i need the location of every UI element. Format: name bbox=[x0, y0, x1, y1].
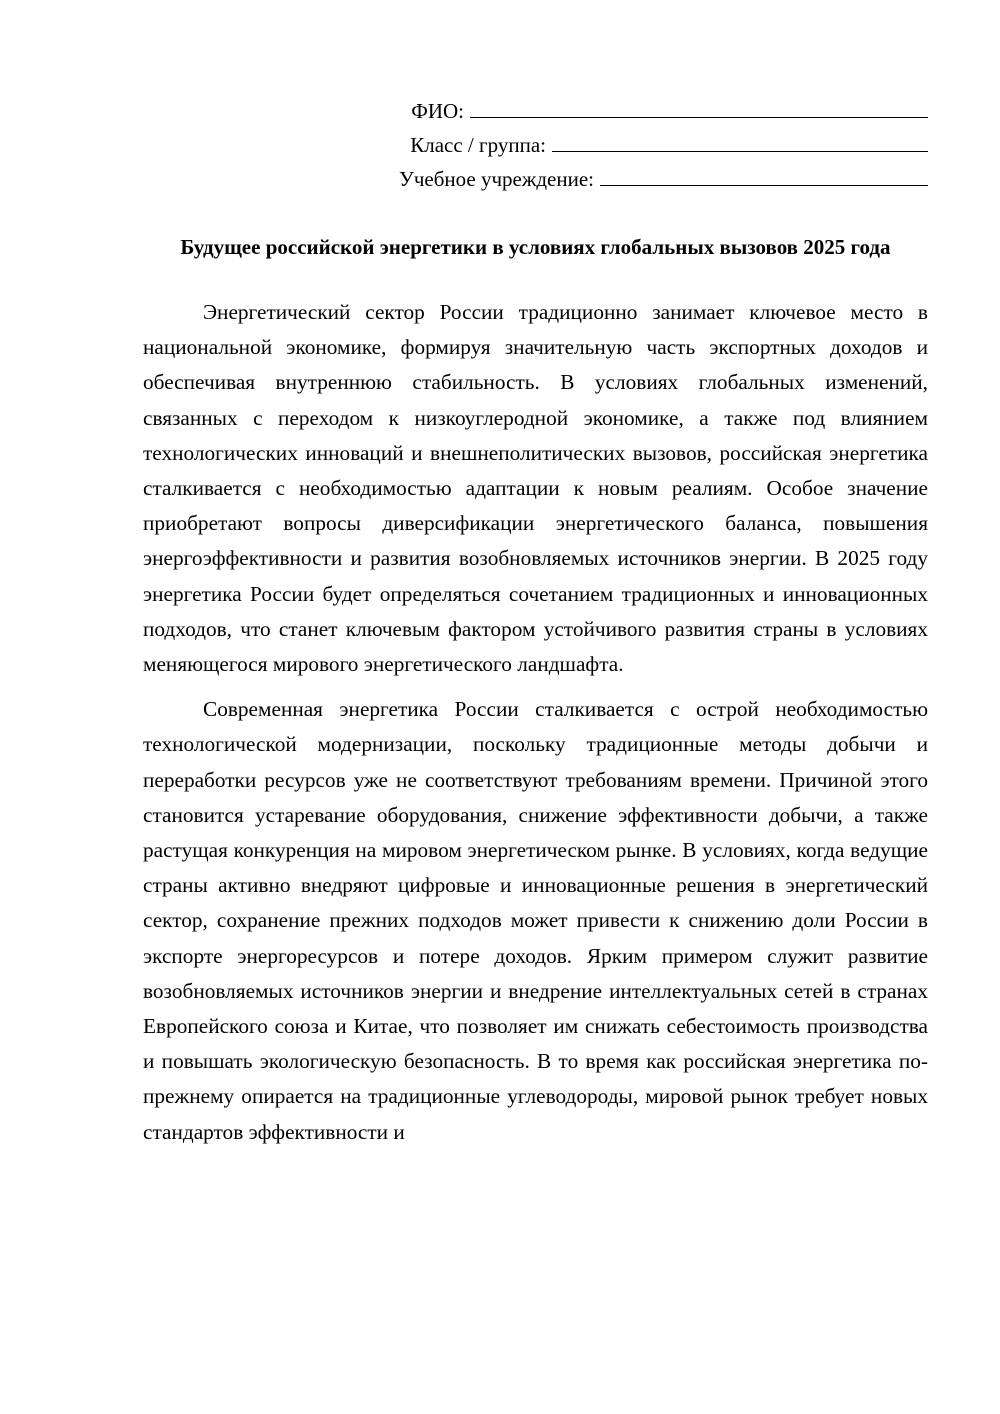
class-blank-line[interactable] bbox=[552, 129, 928, 152]
school-field-row bbox=[0, 162, 928, 196]
school-field-label: Учебное учреждение: bbox=[398, 167, 594, 191]
name-field-label: ФИО: bbox=[411, 99, 464, 123]
class-field-label: Класс / группа: bbox=[410, 133, 546, 157]
name-field-row bbox=[0, 94, 928, 128]
document-body bbox=[143, 295, 928, 1160]
document-title: Будущее российской энергетики в условиях глобальных вызовов 2025 года bbox=[180, 235, 891, 259]
paragraph-2: Современная энергетика России сталкивается с острой необходимостью технологической модернизации, поскольку традиционные методы добычи и переработки ресурсов уже не соответствуют требованиям времени. Причиной этого становится устаревание оборудования, снижение эффективности добычи, а также растущая конкуренция на мировом энергетическом рынке. В условиях, когда ведущие страны активно внедряют цифровые и инновационные решения в энергетический сектор, сохранение прежних подходов может привести к снижению доли России в экспорте энергоресурсов и потере доходов. Ярким примером служит развитие возобновляемых источников энергии и внедрение интеллектуальных сетей в странах Европейского союза и Китае, что позволяет им снижать себестоимость производства и повышать экологическую безопасность. В то время как российская энергетика по-прежнему опирается на традиционные углеводороды, мировой рынок требует новых стандартов эффективности и bbox=[143, 697, 928, 1144]
paragraph-1: Энергетический сектор России традиционно занимает ключевое место в национальной экономике, формируя значительную часть экспортных доходов и обеспечивая внутреннюю стабильность. В условиях глобальных изменений, связанных с переходом к низкоуглеродной экономике, а также под влиянием технологических инноваций и внешнеполитических вызовов, российская энергетика сталкивается с необходимостью адаптации к новым реалиям. Особое значение приобретают вопросы диверсификации энергетического баланса, повышения энергоэффективности и развития возобновляемых источников энергии. В 2025 году энергетика России будет определяться сочетанием традиционных и инновационных подходов, что станет ключевым фактором устойчивого развития страны в условиях меняющегося мирового энергетического ландшафта. bbox=[143, 300, 928, 677]
name-blank-line[interactable] bbox=[470, 95, 928, 118]
school-blank-line[interactable] bbox=[600, 163, 928, 186]
class-field-row bbox=[0, 128, 928, 162]
student-info-fields bbox=[0, 94, 928, 196]
